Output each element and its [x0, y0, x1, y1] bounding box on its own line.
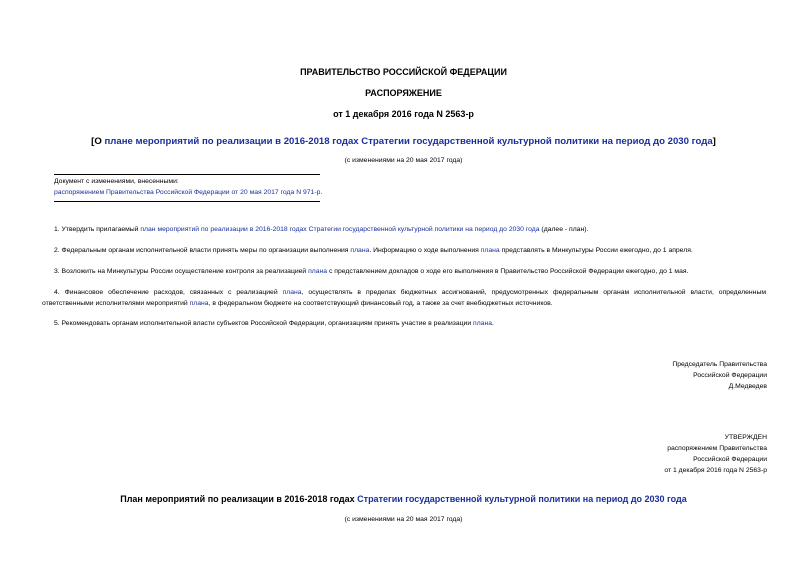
p2-mid: . Информацию о ходе выполнения: [369, 247, 481, 254]
divider-top: [54, 174, 320, 175]
p3-plan-link[interactable]: плана: [308, 268, 328, 275]
signature-block: [672, 359, 767, 392]
p3-text: 3. Возложить на Минкультуры России осуществление контроля за реализацией: [54, 268, 309, 275]
p5-text: 5. Рекомендовать органам исполнительной власти субъектов Российской Федерации, организациям принять участие в реализации: [54, 320, 474, 327]
divider-bottom: [54, 201, 320, 202]
p5-tail: .: [492, 320, 494, 327]
document-title: [0, 136, 807, 147]
paragraph-3: [42, 266, 778, 277]
title-bracket-open: [: [91, 136, 95, 147]
amendments-block: [54, 176, 354, 198]
paragraph-4: [42, 287, 766, 309]
plan-title-text: План мероприятий по реализации в 2016-2018 годах: [120, 494, 358, 504]
amendment-link[interactable]: распоряжением Правительства Российской Федерации от 20 мая 2017 года N 971-р: [54, 189, 321, 196]
p2-plan-link-2[interactable]: плана: [480, 247, 500, 254]
strategy-link[interactable]: Стратегии государственной культурной политики на период до 2030 года: [357, 494, 687, 504]
p2-text: 2. Федеральным органам исполнительной власти принять меры по организации выполнения: [54, 247, 351, 254]
p4-text: 4. Финансовое обеспечение расходов, связанных с реализацией: [54, 289, 283, 296]
p4-line-1: [42, 287, 766, 298]
p2-tail: представлять в Минкультуры России ежегодно, до 1 апреля.: [499, 247, 693, 254]
paragraph-1: [42, 224, 778, 235]
amendments-tail: .: [320, 189, 323, 196]
approval-country: Российской Федерации: [693, 456, 767, 463]
amended-note: (с изменениями на 20 мая 2017 года): [344, 157, 463, 164]
signature-name: Д.Медведев: [728, 383, 767, 390]
p2-plan-link-1[interactable]: плана: [350, 247, 370, 254]
amendments-intro: Документ с изменениями, внесенными:: [54, 178, 179, 185]
signature-country: Российской Федерации: [693, 372, 767, 379]
amendments-reference: [54, 187, 354, 198]
title-prefix: О: [94, 136, 105, 147]
p4-plan-link-2[interactable]: плана: [189, 300, 209, 307]
p3-tail: с представлением докладов о ходе его выполнения в Правительство Российской Федерации ежегодно, до 1 мая.: [327, 268, 689, 275]
government-heading: ПРАВИТЕЛЬСТВО РОССИЙСКОЙ ФЕДЕРАЦИИ: [300, 67, 507, 77]
title-link[interactable]: плане мероприятий по реализации в 2016-2018 годах Стратегии государственной культурной политики на период до 2030 года: [104, 136, 713, 147]
signature-position: Председатель Правительства: [672, 361, 767, 368]
document-type-heading: РАСПОРЯЖЕНИЕ: [365, 88, 442, 98]
p1-text: 1. Утвердить прилагаемый: [54, 226, 141, 233]
approval-block: [664, 432, 767, 476]
p4-line2-tail: , в федеральном бюджете на соответствующий финансовый год, а также за счет внебюджетных источников.: [208, 300, 553, 307]
p4-text-cont: , осуществлять в пределах бюджетных ассигнований, предусмотренных федеральным органам исполнительной власти, определенным: [301, 289, 766, 296]
p4-line2-text: ответственными исполнителями мероприятий: [42, 300, 190, 307]
plan-amended-note: (с изменениями на 20 мая 2017 года): [344, 516, 463, 523]
paragraph-5: [42, 318, 778, 329]
title-bracket-close: ]: [712, 136, 716, 147]
p4-plan-link-1[interactable]: плана: [282, 289, 302, 296]
p1-tail: (далее - план).: [539, 226, 589, 233]
approval-status: УТВЕРЖДЕН: [724, 434, 767, 441]
approval-date: от 1 декабря 2016 года N 2563-р: [664, 467, 767, 474]
p1-plan-link[interactable]: план мероприятий по реализации в 2016-2018 годах Стратегии государственной культурной политики на период до 2030 года: [140, 226, 540, 233]
plan-title: [0, 494, 807, 504]
approval-by: распоряжением Правительства: [667, 445, 767, 452]
p4-line-2: [42, 298, 766, 309]
paragraph-2: [42, 245, 778, 256]
p5-plan-link[interactable]: плана: [473, 320, 493, 327]
document-date-number: от 1 декабря 2016 года N 2563-р: [333, 109, 474, 119]
